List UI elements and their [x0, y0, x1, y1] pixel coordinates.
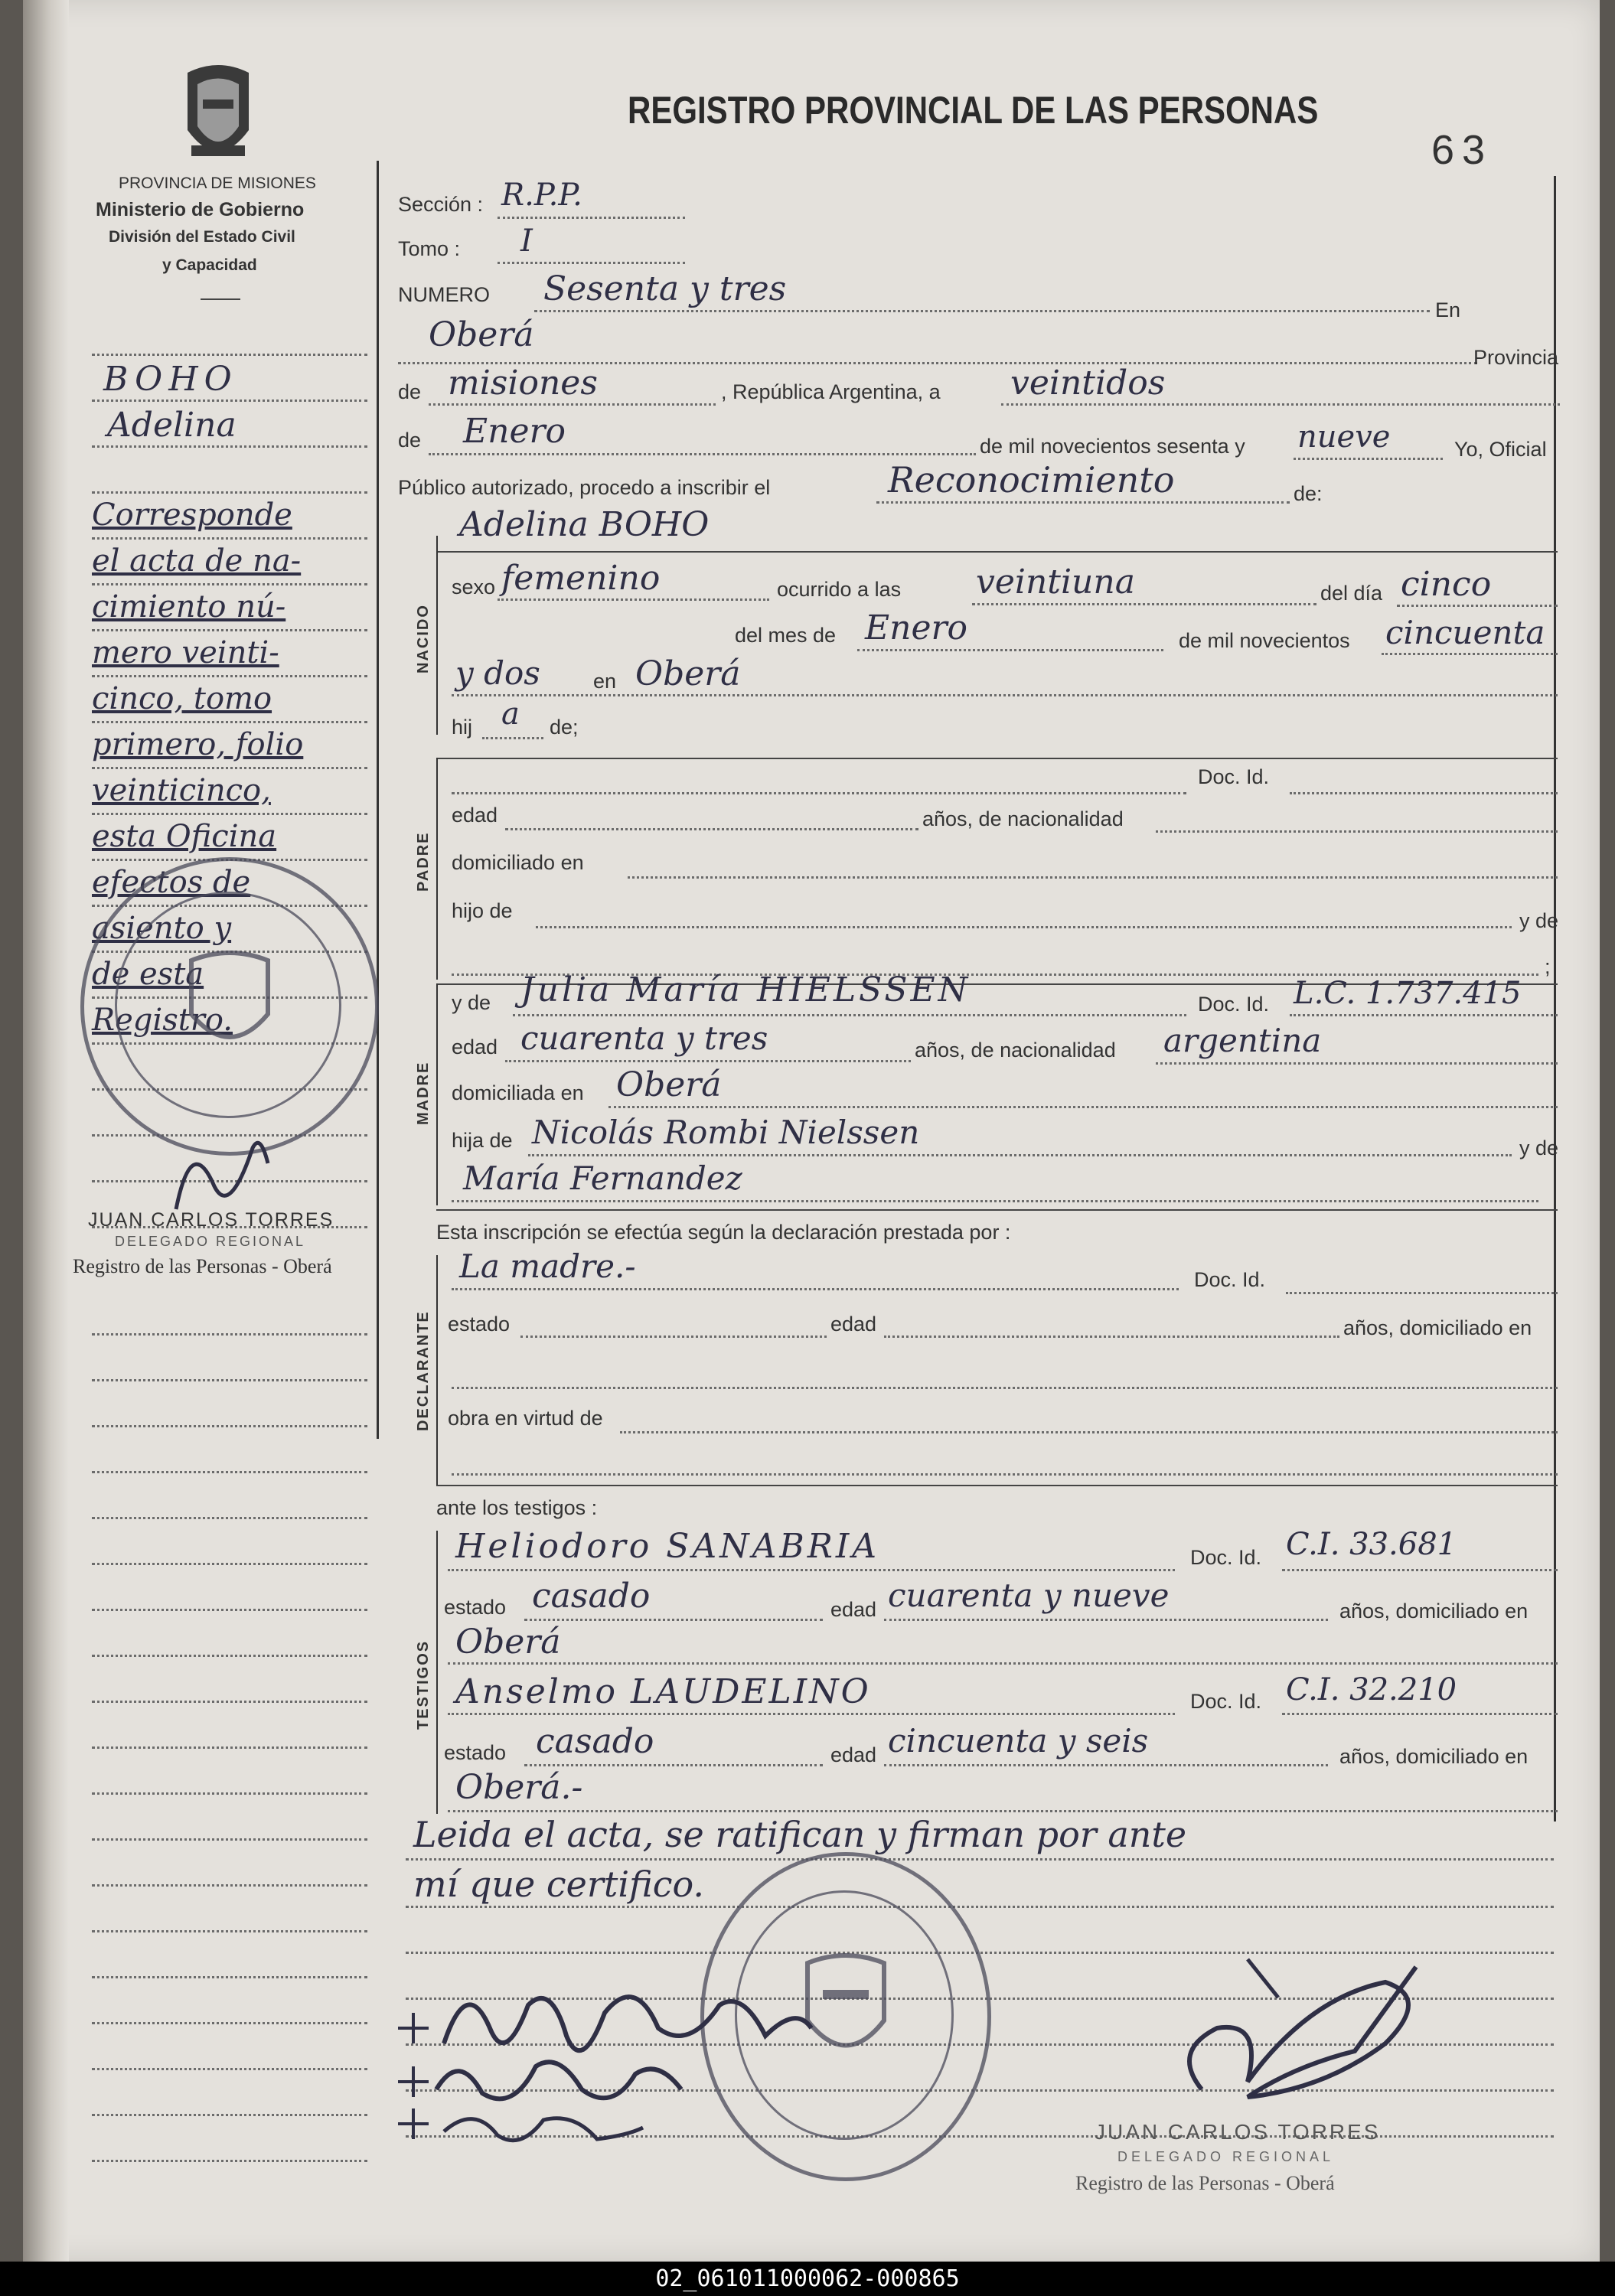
margin-note-line: el acta de na- — [92, 543, 302, 579]
day-value: veintidos — [1010, 364, 1166, 403]
hij-value: a — [501, 696, 520, 732]
org-line-1: PROVINCIA DE MISIONES — [119, 174, 316, 192]
declarante-obra-label: obra en virtud de — [448, 1407, 603, 1430]
closing-line-1: Leida el acta, se ratifican y firman por ante — [413, 1814, 1187, 1855]
witness2-name-value: Anselmo LAUDELINO — [455, 1672, 871, 1711]
declarante-doc-label: Doc. Id. — [1194, 1268, 1266, 1291]
madre-domicilio-label: domiciliada en — [452, 1081, 584, 1104]
margin-delegate-office: Registro de las Personas - Oberá — [73, 1255, 332, 1277]
margin-official-stamp — [80, 857, 379, 1156]
seccion-label: Sección : — [398, 193, 484, 216]
witness2-doc-label: Doc. Id. — [1190, 1690, 1262, 1713]
witness1-doc-label: Doc. Id. — [1190, 1546, 1262, 1569]
del-dia-label: del día — [1320, 582, 1383, 605]
year-value: nueve — [1297, 419, 1391, 455]
margin-note-line: Registro. — [92, 1003, 233, 1038]
section-padre-label: PADRE — [415, 831, 432, 892]
org-line-3: División del Estado Civil — [109, 228, 295, 246]
madre-edad-label: edad — [452, 1035, 498, 1058]
madre-mother-value: María Fernandez — [463, 1159, 742, 1197]
act-value: Reconocimiento — [888, 459, 1175, 501]
witness2-domicilio-value: Oberá.- — [455, 1768, 583, 1807]
padre-hijo-label: hijo de — [452, 899, 513, 922]
year-label: de mil novecientos sesenta y — [980, 435, 1245, 458]
mil-label: de mil novecientos — [1179, 629, 1350, 652]
sexo-value: femenino — [501, 559, 661, 598]
witness1-edad-value: cuarenta y nueve — [888, 1577, 1170, 1614]
province-value: misiones — [448, 364, 598, 403]
declarante-name-value: La madre.- — [459, 1247, 636, 1285]
publico-label: Público autorizado, procedo a inscribir el — [398, 476, 771, 499]
margin-note-line: asiento y — [92, 911, 232, 946]
witness2-edad-label: edad — [830, 1743, 877, 1766]
document-code-footer: 02_061011000062-000865 — [0, 2262, 1615, 2296]
padre-edad-label: edad — [452, 804, 498, 827]
witness2-estado-value: casado — [536, 1722, 654, 1761]
declarante-edad-label: edad — [830, 1313, 877, 1336]
margin-note-line: Corresponde — [92, 497, 292, 533]
left-frame-line — [377, 161, 379, 1439]
witness2-doc-value: C.I. 32.210 — [1286, 1672, 1457, 1707]
padre-yde-label: y de — [1519, 909, 1559, 932]
madre-yde-label: y de — [452, 991, 491, 1014]
provincia-label: Provincia — [1473, 346, 1559, 369]
madre-hija-label: hija de — [452, 1129, 513, 1152]
margin-delegate-title: DELEGADO REGIONAL — [115, 1234, 306, 1249]
act-de-label: de: — [1294, 482, 1323, 505]
madre-edad-value: cuarenta y tres — [520, 1019, 768, 1057]
right-frame-line — [1554, 176, 1556, 1821]
republica-label: , República Argentina, a — [721, 380, 941, 403]
delegate-signature — [1156, 1936, 1447, 2128]
declarante-domicilio-label: años, domiciliado en — [1343, 1316, 1532, 1339]
org-line-2: Ministerio de Gobierno — [96, 199, 305, 220]
padre-domicilio-label: domiciliado en — [452, 851, 584, 874]
margin-delegate-name: JUAN CARLOS TORRES — [88, 1209, 334, 1231]
witness2-domicilio-label: años, domiciliado en — [1339, 1745, 1529, 1768]
witness2-edad-value: cincuenta y seis — [888, 1722, 1149, 1760]
del-mes-label: del mes de — [735, 624, 837, 647]
witness1-domicilio-label: años, domiciliado en — [1339, 1600, 1529, 1623]
witness1-estado-value: casado — [532, 1577, 651, 1616]
madre-doc-label: Doc. Id. — [1198, 993, 1270, 1016]
madre-father-value: Nicolás Rombi Nielssen — [532, 1114, 920, 1151]
oficial-label: Yo, Oficial — [1454, 438, 1547, 461]
anio-value-continued: y dos — [455, 654, 540, 692]
mes-value: Enero — [865, 608, 968, 647]
margin-note-line: veinticinco, — [92, 773, 271, 808]
madre-name-value: Julia María HIELSSEN — [520, 970, 971, 1009]
hora-value: veintiuna — [976, 563, 1135, 602]
witness1-name-value: Heliodoro SANABRIA — [455, 1527, 880, 1566]
org-line-4: y Capacidad — [162, 256, 257, 274]
margin-note-line: mero veinti- — [92, 635, 279, 670]
signatures-group — [383, 1959, 995, 2158]
person-value: Adelina BOHO — [459, 505, 710, 544]
witness2-estado-label: estado — [444, 1741, 507, 1764]
dia-value: cinco — [1401, 565, 1492, 604]
margin-note-line: primero, folio — [92, 727, 304, 762]
sexo-label: sexo — [452, 576, 496, 598]
place-value: Oberá — [429, 315, 534, 354]
hij-de-label: de; — [550, 716, 579, 739]
anio-value: cincuenta — [1385, 614, 1545, 651]
numero-value: Sesenta y tres — [543, 269, 787, 308]
madre-doc-value: L.C. 1.737.415 — [1294, 976, 1522, 1011]
closing-line-2: mí que certifico. — [413, 1864, 704, 1905]
hij-label: hij — [452, 716, 473, 739]
delegate-office: Registro de las Personas - Oberá — [1075, 2172, 1335, 2194]
madre-domicilio-value: Oberá — [616, 1065, 722, 1104]
birthplace-value: Oberá — [635, 654, 741, 693]
delegate-title: DELEGADO REGIONAL — [1117, 2149, 1335, 2164]
page-title: REGISTRO PROVINCIAL DE LAS PERSONAS — [628, 88, 1319, 132]
seccion-value: R.P.P. — [501, 178, 582, 213]
margin-note-line: cimiento nú- — [92, 589, 286, 625]
madre-nacionalidad-value: argentina — [1163, 1022, 1322, 1059]
delegate-name: JUAN CARLOS TORRES — [1095, 2120, 1381, 2144]
tomo-value: I — [520, 223, 533, 259]
margin-signature-mark — [161, 1117, 276, 1225]
province-de-label: de — [398, 380, 422, 403]
margin-surname: BOHO — [103, 360, 238, 399]
register-page: PROVINCIA DE MISIONES Ministerio de Gobierno División del Estado Civil y Capacidad REGISTRO PROVINCIAL DE LAS PERSONAS 63 BOHO Adelina Corresponde el acta de na- cimiento nú- mero veinti- cinco, tomo primero, folio veinticinco, esta Oficina efectos de asiento y de esta Registro. JUAN CARLOS TORRES DELEGADO REGIONAL Registro de las Personas - Oberá Sección : R.P.P. Tomo : I NUMERO Sesenta y tres En Oberá Provincia de misiones , República Argentina, a veintidos de Enero de mil novecientos sesenta y nueve Yo, Oficial Público autorizado, procedo a inscribir el Reconocimiento de: Adelina BOHO NACIDO sexo femenino ocurrido a las veintiuna del día cinco del mes de Enero de mil novecientos cincuenta y dos en Oberá hij a de; PADRE Doc. Id. edad años, de nacionalidad domiciliado en hijo de y de ; MADRE y de Julia María HIELSSEN Doc. Id. L.C. 1.737.415 edad cuarenta y tres años, de nacionalidad argentina domiciliada en Oberá hija de Nicolás Rombi Nielssen y de María Fernandez Esta inscripción se efectúa según la declaración prestada por : DECLARANTE La madre.- Doc. Id. estado edad años, domiciliado en obra en virtud de ante los testigos : TESTIGOS Heliodoro SANABRIA Doc. Id. C.I. 33.681 estado casado edad cuarenta y nueve años, domiciliado en Oberá Anselmo LAUDELINO Doc. Id. C.I. 32.210 estado casado edad cincuenta y seis años, domiciliado en Oberá.- Leida el acta, se ratifican y firman por ante mí que certifico. JUAN CARLOS TORRES DELEGADO REGIONAL Registro de las Personas - Oberá — [23, 0, 1600, 2262]
ocurrido-label: ocurrido a las — [777, 578, 902, 601]
page-number: 63 — [1431, 127, 1493, 173]
witness1-doc-value: C.I. 33.681 — [1286, 1527, 1457, 1562]
declarante-intro-label: Esta inscripción se efectúa según la declaración prestada por : — [436, 1221, 1011, 1244]
section-nacido-label: NACIDO — [415, 604, 432, 673]
numero-label: NUMERO — [398, 283, 490, 306]
tomo-label: Tomo : — [398, 237, 461, 260]
section-testigos-label: TESTIGOS — [415, 1639, 432, 1730]
en-label: En — [1435, 298, 1461, 321]
margin-note-line: de esta — [92, 957, 204, 992]
witness1-domicilio-value: Oberá — [455, 1623, 561, 1662]
margin-note-line: cinco, tomo — [92, 681, 272, 716]
padre-nacionalidad-label: años, de nacionalidad — [922, 807, 1124, 830]
margin-note-line: esta Oficina — [92, 819, 277, 854]
witness1-edad-label: edad — [830, 1598, 877, 1621]
madre-yde2-label: y de — [1519, 1137, 1559, 1159]
page-binding — [23, 0, 69, 2262]
month-value: Enero — [463, 412, 566, 451]
coat-of-arms-icon — [176, 57, 260, 172]
madre-nacionalidad-label: años, de nacionalidad — [915, 1039, 1116, 1062]
section-madre-label: MADRE — [415, 1061, 432, 1125]
margin-note-line: efectos de — [92, 865, 251, 900]
margin-given-name: Adelina — [107, 406, 237, 445]
witness1-estado-label: estado — [444, 1596, 507, 1619]
birthplace-en-label: en — [593, 670, 617, 693]
section-declarante-label: DECLARANTE — [415, 1310, 432, 1431]
declarante-estado-label: estado — [448, 1313, 511, 1336]
month-de-label: de — [398, 429, 422, 452]
org-divider — [201, 298, 240, 300]
padre-doc-label: Doc. Id. — [1198, 765, 1270, 788]
testigos-intro-label: ante los testigos : — [436, 1496, 598, 1519]
